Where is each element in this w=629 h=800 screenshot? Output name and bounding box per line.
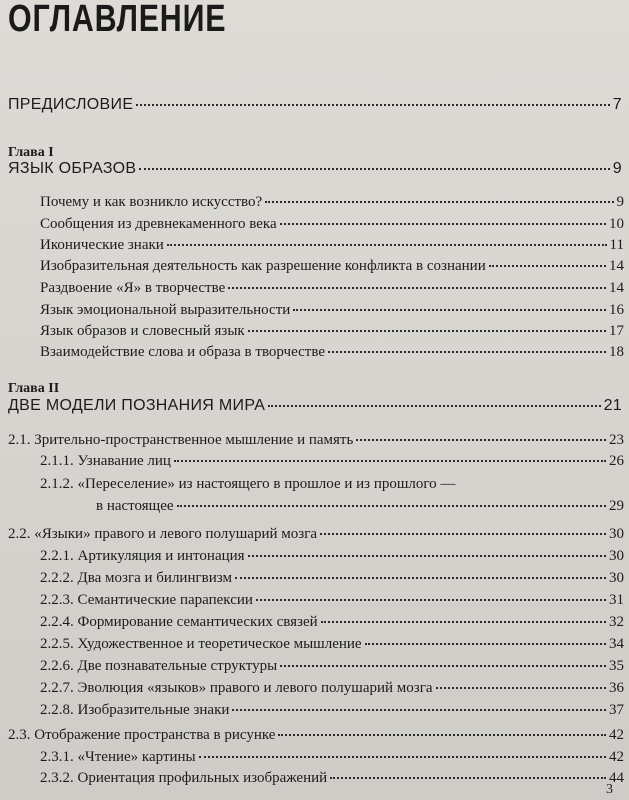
toc-entry-page: 18 (609, 344, 624, 360)
toc-entry (40, 216, 624, 233)
toc-entry-page: 30 (609, 526, 624, 542)
leader-dots (278, 733, 606, 736)
toc-entry-title: 2.2.8. Изобразительные знаки (40, 702, 230, 718)
toc-entry-page: 11 (609, 237, 624, 253)
leader-dots (293, 308, 606, 311)
leader-dots (174, 459, 606, 462)
leader-dots (356, 438, 606, 441)
leader-dots (136, 103, 610, 106)
toc-entry-page: 42 (609, 749, 624, 765)
toc-entry-chapter (8, 397, 622, 415)
toc-entry (40, 658, 624, 675)
toc-entry-page: 14 (609, 280, 624, 296)
leader-dots (248, 554, 606, 557)
toc-entry (40, 237, 624, 254)
toc-entry-title: ПРЕДИСЛОВИЕ (8, 96, 134, 113)
chapter-label: Глава II (8, 381, 60, 396)
toc-entry-page: 17 (609, 323, 624, 339)
leader-dots (265, 200, 613, 203)
toc-entry-title: Изобразительная деятельность как разрешение конфликта в сознании (40, 258, 486, 274)
toc-entry-page: 30 (609, 548, 624, 564)
toc-entry-title: Взаимодействие слова и образа в творчестве (40, 344, 325, 360)
toc-entry-page: 10 (609, 216, 624, 232)
toc-entry-page: 23 (609, 432, 624, 448)
toc-entry (40, 476, 624, 493)
toc-entry-preface (8, 96, 622, 114)
toc-entry (40, 680, 624, 697)
toc-entry-title: 2.1.2. «Переселение» из настоящего в прошлое и из прошлого — (40, 476, 456, 492)
page-number: 3 (606, 782, 613, 797)
toc-entry-title: 2.2.3. Семантические парапексии (40, 592, 253, 608)
page-title: ОГЛАВЛЕНИЕ (8, 0, 227, 40)
toc-entry-page: 7 (612, 96, 622, 113)
toc-entry-title: в настоящее (96, 498, 174, 514)
toc-entry-page: 30 (609, 570, 624, 586)
leader-dots (199, 755, 606, 758)
toc-entry-title: 2.1. Зрительно-пространственное мышление и память (8, 432, 354, 448)
leader-dots (139, 167, 609, 170)
toc-entry (40, 570, 624, 587)
toc-entry-page: 29 (609, 498, 624, 514)
toc-entry-page: 21 (603, 397, 622, 414)
toc-entry (40, 194, 624, 211)
toc-entry-title: 2.2.7. Эволюция «языков» правого и левого полушарий мозга (40, 680, 433, 696)
toc-entry-section (8, 432, 624, 449)
leader-dots (328, 350, 606, 353)
leader-dots (228, 286, 606, 289)
toc-entry (40, 749, 624, 766)
toc-entry (40, 258, 624, 275)
toc-entry-title: 2.1.1. Узнавание лиц (40, 453, 171, 469)
toc-entry-page: 32 (609, 614, 624, 630)
toc-entry-title: ЯЗЫК ОБРАЗОВ (8, 160, 137, 177)
toc-entry-title: Иконические знаки (40, 237, 164, 253)
leader-dots (280, 664, 606, 667)
leader-dots (330, 776, 606, 779)
leader-dots (256, 598, 606, 601)
leader-dots (365, 642, 606, 645)
toc-entry-page: 9 (612, 160, 622, 177)
toc-entry-title: Почему и как возникло искусство? (40, 194, 263, 210)
leader-dots (167, 243, 607, 246)
toc-entry (40, 614, 624, 631)
toc-entry-title: 2.2.4. Формирование семантических связей (40, 614, 318, 630)
toc-entry (96, 498, 624, 515)
toc-entry (40, 636, 624, 653)
toc-entry-title: ДВЕ МОДЕЛИ ПОЗНАНИЯ МИРА (8, 397, 266, 414)
toc-entry-section (8, 727, 624, 744)
leader-dots (280, 222, 606, 225)
leader-dots (321, 620, 606, 623)
chapter-label: Глава I (8, 145, 54, 160)
leader-dots (235, 576, 606, 579)
toc-entry-title: 2.2. «Языки» правого и левого полушарий мозга (8, 526, 318, 542)
leader-dots (248, 329, 606, 332)
toc-entry-chapter (8, 160, 622, 178)
toc-entry (40, 770, 624, 787)
toc-entry (40, 592, 624, 609)
toc-entry-title: Раздвоение «Я» в творчестве (40, 280, 226, 296)
toc-entry-page: 9 (616, 194, 624, 210)
toc-entry-title: 2.3. Отображение пространства в рисунке (8, 727, 276, 743)
toc-entry-page: 26 (609, 453, 624, 469)
toc-entry-title: 2.3.1. «Чтение» картины (40, 749, 196, 765)
toc-entry (40, 548, 624, 565)
toc-entry-title: 2.2.5. Художественное и теоретическое мышление (40, 636, 362, 652)
leader-dots (177, 504, 606, 507)
leader-dots (320, 532, 606, 535)
toc-entry-title: Язык эмоциональной выразительности (40, 302, 291, 318)
toc-entry-section (8, 526, 624, 543)
leader-dots (268, 404, 600, 407)
toc-entry-page: 16 (609, 302, 624, 318)
toc-entry (40, 453, 624, 470)
toc-entry-page: 36 (609, 680, 624, 696)
toc-entry (40, 702, 624, 719)
toc-entry-page: 44 (609, 770, 624, 786)
toc-entry (40, 302, 624, 319)
toc-entry-title: Язык образов и словесный язык (40, 323, 245, 339)
toc-entry (40, 323, 624, 340)
toc-entry (40, 344, 624, 361)
leader-dots (489, 264, 606, 267)
leader-dots (232, 708, 606, 711)
toc-entry-page: 14 (609, 258, 624, 274)
toc-entry-page: 31 (609, 592, 624, 608)
toc-entry-page: 42 (609, 727, 624, 743)
toc-entry-title: Сообщения из древнекаменного века (40, 216, 277, 232)
toc-entry-title: 2.2.6. Две познавательные структуры (40, 658, 278, 674)
toc-entry-page: 35 (609, 658, 624, 674)
toc-entry-title: 2.2.2. Два мозга и билингвизм (40, 570, 232, 586)
toc-entry-page: 34 (609, 636, 624, 652)
toc-entry-page: 37 (609, 702, 624, 718)
toc-entry (40, 280, 624, 297)
toc-entry-title: 2.3.2. Ориентация профильных изображений (40, 770, 328, 786)
toc-entry-title: 2.2.1. Артикуляция и интонация (40, 548, 245, 564)
leader-dots (436, 686, 606, 689)
